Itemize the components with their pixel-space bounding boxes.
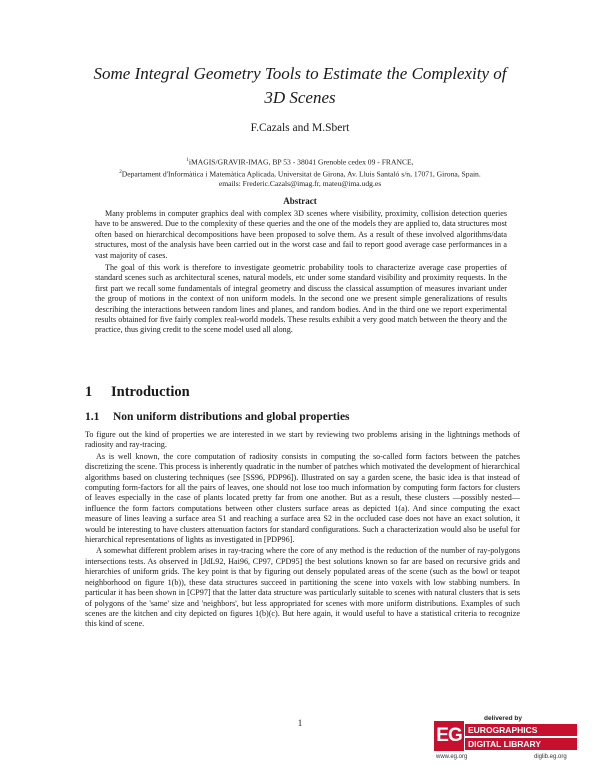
affiliation-2-text: Departament d'Informàtica i Matemàtica Aplicada, Universitat de Girona, Av. Lluis Santaló s/n, 17071, Girona, Spain.: [121, 169, 481, 179]
affiliation-1-mark: 1: [186, 158, 189, 163]
abstract-paragraph-1: Many problems in computer graphics deal with complex 3D scenes where visibility, proximity, collision detection queries have to be answered. Due to the complexity of these queries and the one of the models they are applied to, data structures most often based on hierarchical decompositions have been proposed to solve them. As a result of these involved algorithms/data structures, most of the analysis have been carried out in the worst case and fail to report good average case performances in a vast majority of cases.: [95, 209, 507, 260]
body-text: [85, 430, 520, 631]
section-heading-introduction: [85, 384, 190, 401]
affiliation-1: [60, 156, 540, 168]
body-paragraph-3: A somewhat different problem arises in ray-tracing where the core of any method is the reduction of the number of ray-polygons intersections tests. As observed in [JdL92, Hai96, CP97, CPD95] the best solutions known so far are based on recursive grids and hierarchies of uniform grids. The key point is that by figuring out densely populated areas of the scene (such as the bowl or teapot neighborhood on figure 1(b)), these data structures succeed in partitioning the scene into voxels with low stabbing numbers. In particular it has been shown in [CP97] that the latter data structure was particularly suitable to scenes with natural clusters that is sets of polygons of the 'same' size and 'neighbors', but less appropriated for scenes with more uniform distributions. Examples of such scenes are the kitchen and city depicted on figures 1(b)(c). But here again, it would useful to have a statistical criteria to recognize this kind of scene.: [85, 546, 520, 629]
title-line-2: 3D Scenes: [264, 88, 336, 107]
author-emails: emails: Frederic.Cazals@imag.fr, mateu@ima.udg.es: [218, 179, 382, 189]
abstract: [95, 209, 507, 338]
eg-logo-icon: EG: [434, 721, 464, 751]
affiliation-2: [60, 168, 540, 180]
section-title: Introduction: [111, 384, 190, 400]
logo-eurographics: EUROGRAPHICS: [465, 724, 577, 736]
body-paragraph-1: To figure out the kind of properties we are interested in we start by reviewing two problems arising in the lightnings methods of radiosity and ray-tracing.: [85, 430, 520, 450]
subsection-title: Non uniform distributions and global properties: [113, 411, 350, 423]
section-number: 1: [85, 384, 93, 400]
subsection-number: 1.1: [85, 411, 100, 423]
abstract-heading: Abstract: [283, 196, 317, 206]
paper-title: [60, 62, 540, 110]
affiliations: [60, 156, 540, 189]
abstract-paragraph-2: The goal of this work is therefore to investigate geometric probability tools to characterize average case properties of standard scenes such as architectural scenes, natural models, etc under some standard visibility and proximity requests. In the first part we recall some fundamentals of integral geometry and discuss the classical assumption of measures invariant under the group of motions in the context of non uniform models. In the second one we present simple generalizations of results describing the interactions between random lines and planes, and random bodies. And in the third one we report experimental results obtained for five fairly complex real-world models. These results exhibit a very good match between the theory and the practice, thus giving credit to the scene model used all along.: [95, 263, 507, 335]
authors: F.Cazals and M.Sbert: [250, 122, 350, 134]
logo-url-diglib: diglib.eg.org: [534, 754, 567, 760]
logo-url-eg: www.eg.org: [436, 754, 468, 760]
eurographics-logo: [434, 715, 580, 767]
body-paragraph-2: As is well known, the core computation of radiosity consists in computing the so-called form factors between the patches discretizing the scene. This process is inherently quadratic in the number of patches which motivated the development of hierarchical algorithms based on clustering techniques (see [SS96, PDP96]). Illustrated on say a garden scene, the basic idea is that instead of computing form-factors for all the pairs of leaves, one should not lose too much information by computing form factors for clusters of leaves especially in the case of plants located pretty far from one another. But as a result, these clusters —possibly nested— influence the form factors computations between other clusters surface areas as depicted 1(a). And since computing the exact measure of lines leaving a surface area S1 and reaching a surface area S2 in the occluded case does not have an exact solution, it would be interesting to have clusters attenuation factors for standard configurations. Such a characterization would also be useful for hierarchical representations of lights as investigated in [PDP96].: [85, 451, 520, 545]
title-line-1: Some Integral Geometry Tools to Estimate the Complexity of: [93, 64, 507, 83]
logo-delivered-by: delivered by: [484, 715, 522, 722]
subsection-heading: [85, 411, 350, 423]
logo-digital-library: DIGITAL LIBRARY: [465, 738, 577, 750]
affiliation-1-text: iMAGIS/GRAVIR-IMAG, BP 53 - 38041 Grenoble cedex 09 - FRANCE,: [188, 157, 414, 167]
page-number: 1: [297, 718, 303, 728]
affiliation-2-mark: 2: [119, 169, 122, 175]
